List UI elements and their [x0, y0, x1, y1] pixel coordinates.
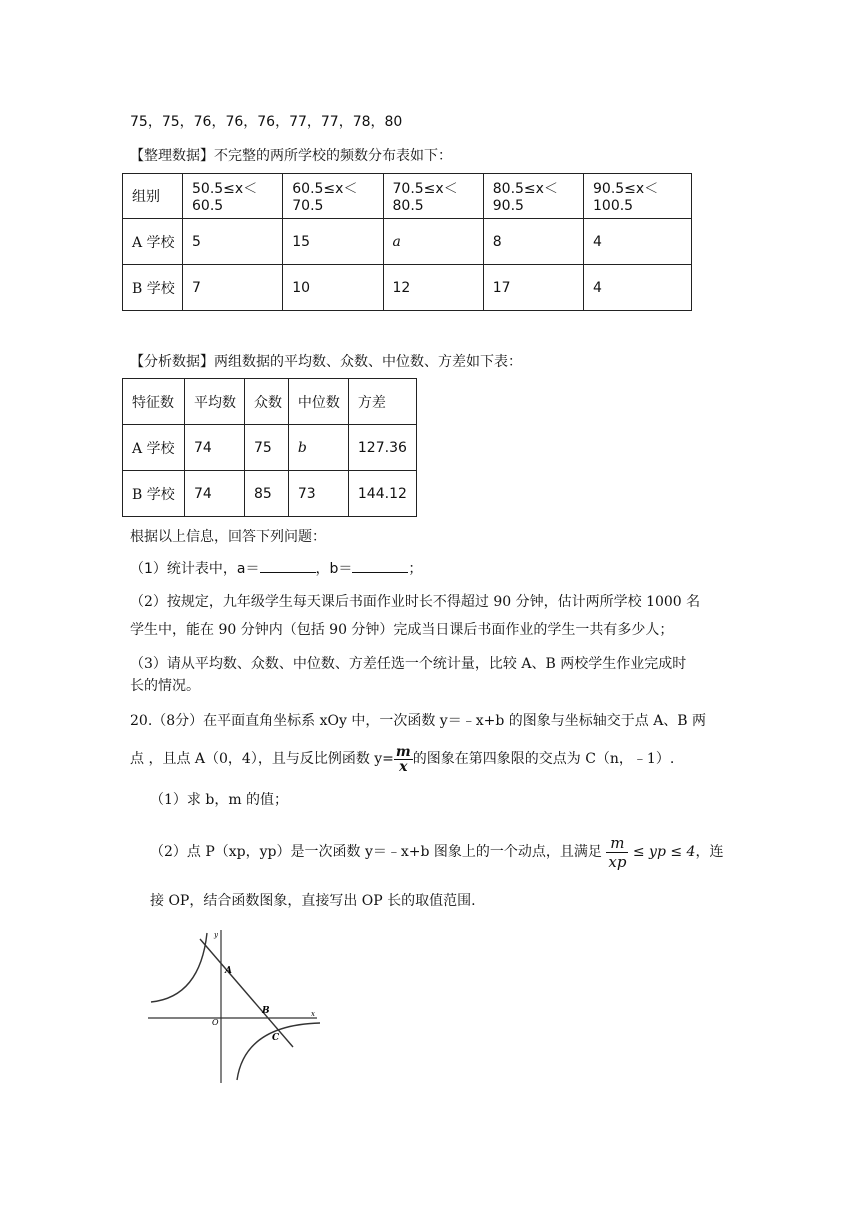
freq-header-row	[123, 174, 692, 219]
freq-header-cell: 70.5≤x＜80.5	[383, 174, 483, 219]
problem-20-sub-1: （1）求 b，m 的值；	[150, 792, 289, 808]
origin-label: O	[212, 1018, 219, 1027]
stats-value-cell: 144.12	[348, 471, 416, 517]
point-a-label: A	[225, 966, 232, 976]
question-2-line-2: 学生中，能在 90 分钟内（包括 90 分钟）完成当日课后书面作业的学生一共有多少人；	[130, 622, 674, 638]
question-1	[130, 558, 422, 579]
freq-header-cell: 60.5≤x＜70.5	[283, 174, 383, 219]
stats-row-b	[123, 471, 417, 517]
freq-value-cell: 15	[283, 219, 383, 265]
linear-function-line	[200, 939, 293, 1047]
freq-row-b	[123, 265, 692, 311]
freq-value-cell: 10	[283, 265, 383, 311]
freq-value-cell: 4	[584, 265, 692, 311]
sub-2-end: ，连	[695, 844, 724, 860]
stats-value-cell: 74	[185, 425, 245, 471]
problem-20-line-2-start: 点 ，且点 A（0，4），且与反比例函数 y=	[130, 751, 394, 767]
inequality-tail: ≤ yp ≤ 4	[632, 844, 696, 860]
organize-heading: 【整理数据】不完整的两所学校的频数分布表如下：	[130, 148, 452, 164]
frequency-table	[122, 173, 692, 311]
stats-header-cell: 众数	[245, 379, 289, 425]
freq-value-cell: 4	[584, 219, 692, 265]
statistics-table	[122, 378, 417, 517]
fraction-denominator: x	[399, 758, 408, 775]
freq-value-cell: 12	[383, 265, 483, 311]
freq-header-cell: 90.5≤x＜100.5	[584, 174, 692, 219]
analysis-heading: 【分析数据】两组数据的平均数、众数、中位数、方差如下表：	[130, 354, 522, 370]
fraction-m-over-xp	[606, 834, 628, 871]
stats-row-a	[123, 425, 417, 471]
hyperbola-branch-upper	[151, 933, 207, 1002]
question-1-mid: ，b＝	[315, 561, 353, 577]
function-graph	[145, 925, 330, 1085]
y-axis-label: y	[214, 931, 218, 939]
stats-header-cell: 特征数	[123, 379, 185, 425]
stats-value-cell: 127.36	[348, 425, 416, 471]
stats-header-cell: 中位数	[288, 379, 348, 425]
problem-20-sub-2-cont: 接 OP，结合函数图象，直接写出 OP 长的取值范围.	[150, 893, 476, 909]
freq-header-cell: 50.5≤x＜60.5	[183, 174, 283, 219]
question-3-line-2: 长的情况。	[130, 678, 200, 694]
stats-header-row	[123, 379, 417, 425]
ineq-denominator: xp	[608, 852, 627, 871]
problem-20-line-2-end: 的图象在第四象限的交点为 C（n，﹣1）.	[412, 751, 675, 767]
answer-blank-b	[352, 558, 408, 573]
freq-value-cell: 7	[183, 265, 283, 311]
x-axis-label: x	[311, 1010, 315, 1018]
stats-value-cell: 74	[185, 471, 245, 517]
stats-value-cell: b	[288, 425, 348, 471]
freq-header-cell: 80.5≤x＜90.5	[483, 174, 583, 219]
question-3-line-1: （3）请从平均数、众数、中位数、方差任选一个统计量，比较 A、B 两校学生作业完成时	[130, 656, 687, 672]
point-c-label: C	[272, 1033, 280, 1043]
stats-school-cell: A 学校	[123, 425, 185, 471]
stats-school-cell: B 学校	[123, 471, 185, 517]
answer-prompt: 根据以上信息，回答下列问题：	[130, 529, 326, 545]
stats-header-cell: 平均数	[185, 379, 245, 425]
data-values-line: 75，75，76，76，76，77，77，78，80	[130, 114, 403, 130]
problem-20-sub-2	[150, 832, 723, 872]
hyperbola-branch-lower	[237, 1023, 320, 1080]
freq-value-cell: 17	[483, 265, 583, 311]
freq-value-cell: 5	[183, 219, 283, 265]
freq-value-cell: 8	[483, 219, 583, 265]
problem-20-line-1: 20.（8分）在平面直角坐标系 xOy 中，一次函数 y＝﹣x+b 的图象与坐标轴交于点 A、B 两	[130, 713, 707, 729]
point-b-label: B	[262, 1006, 270, 1016]
stats-value-cell: 75	[245, 425, 289, 471]
stats-header-cell: 方差	[348, 379, 416, 425]
freq-school-cell: A 学校	[123, 219, 183, 265]
freq-value-cell: a	[383, 219, 483, 265]
freq-header-cell: 组别	[123, 174, 183, 219]
stats-value-cell: 73	[288, 471, 348, 517]
sub-2-start: （2）点 P（xp，yp）是一次函数 y＝﹣x+b 图象上的一个动点，且满足	[150, 844, 602, 860]
stats-value-cell: 85	[245, 471, 289, 517]
freq-school-cell: B 学校	[123, 265, 183, 311]
fraction-m-over-x	[394, 745, 413, 774]
ineq-numerator: m	[606, 834, 628, 853]
freq-row-a	[123, 219, 692, 265]
problem-20-line-2	[130, 744, 674, 774]
question-2-line-1: （2）按规定，九年级学生每天课后书面作业时长不得超过 90 分钟，估计两所学校 1000 名	[130, 594, 701, 610]
question-1-end: ；	[408, 561, 423, 577]
fraction-numerator: m	[395, 743, 411, 760]
answer-blank-a	[260, 558, 316, 573]
question-1-lead: （1）统计表中，a＝	[130, 561, 260, 577]
